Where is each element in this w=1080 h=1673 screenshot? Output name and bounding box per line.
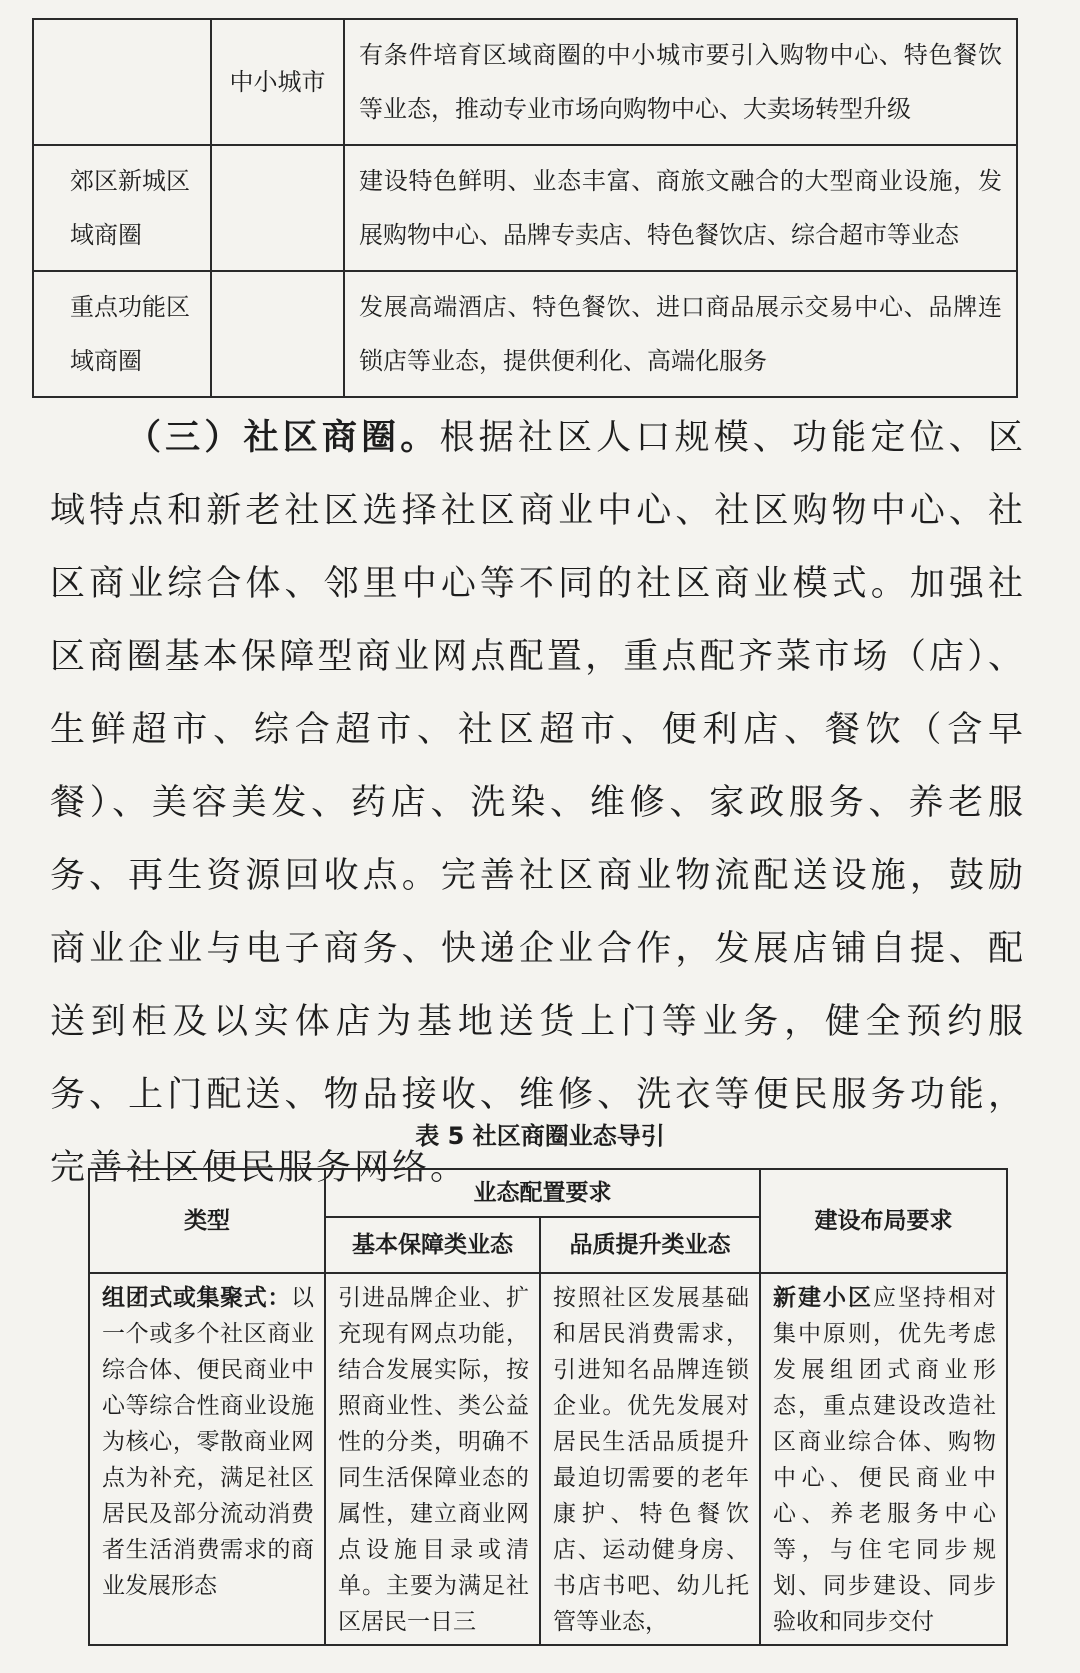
description-cell: 发展高端酒店、特色餐饮、进口商品展示交易中心、品牌连锁店等业态，提供便利化、高端化服务	[344, 271, 1017, 397]
layout-lead: 新建小区	[773, 1284, 873, 1311]
subcategory-cell: 中小城市	[211, 19, 344, 145]
quality-cell: 按照社区发展基础和居民消费需求，引进知名品牌连锁企业。优先发展对居民生活品质提升最迫切需要的老年康护、特色餐饮店、运动健身房、书店书吧、幼儿托管等业态，	[540, 1273, 760, 1645]
community-business-guide-table	[88, 1168, 1008, 1646]
category-cell: 重点功能区域商圈	[33, 271, 211, 397]
type-cell	[89, 1273, 325, 1645]
description-cell: 建设特色鲜明、业态丰富、商旅文融合的大型商业设施，发展购物中心、品牌专卖店、特色餐饮店、综合超市等业态	[344, 145, 1017, 271]
subcategory-cell	[211, 271, 344, 397]
type-text: 以一个或多个社区商业综合体、便民商业中心等综合性商业设施为核心，零散商业网点为补充，满足社区居民及部分流动消费者生活消费需求的商业发展形态	[102, 1285, 314, 1599]
category-cell	[33, 19, 211, 145]
subcategory-cell	[211, 145, 344, 271]
type-lead: 组团式或集聚式：	[102, 1284, 291, 1311]
table-header-row	[89, 1169, 1007, 1217]
table-row	[33, 19, 1017, 145]
commercial-district-table	[32, 18, 1018, 398]
table-caption: 表 5 社区商圈业态导引	[415, 1122, 665, 1150]
description-cell: 有条件培育区域商圈的中小城市要引入购物中心、特色餐饮等业态，推动专业市场向购物中心、大卖场转型升级	[344, 19, 1017, 145]
header-type: 类型	[89, 1169, 325, 1273]
layout-cell	[760, 1273, 1007, 1645]
header-basic: 基本保障类业态	[325, 1217, 540, 1273]
section-heading: （三）社区商圈。	[126, 417, 440, 458]
header-layout: 建设布局要求	[760, 1169, 1007, 1273]
header-requirements-group: 业态配置要求	[325, 1169, 760, 1217]
table-row	[89, 1273, 1007, 1645]
section-body-text: 根据社区人口规模、功能定位、区域特点和新老社区选择社区商业中心、社区购物中心、社区商业综合体、邻里中心等不同的社区商业模式。加强社区商圈基本保障型商业网点配置，重点配齐菜市场（店）、生鲜超市、综合超市、社区超市、便利店、餐饮（含早餐）、美容美发、药店、洗染、维修、家政服务、养老服务、再生资源回收点。完善社区商业物流配送设施，鼓励商业企业与电子商务、快递企业合作，发展店铺自提、配送到柜及以实体店为基地送货上门等业务，健全预约服务、上门配送、物品接收、维修、洗衣等便民服务功能，完善社区便民服务网络。	[50, 418, 1026, 1188]
layout-text: 应坚持相对集中原则，优先考虑发展组团式商业形态，重点建设改造社区商业综合体、购物中心、便民商业中心、养老服务中心等，与住宅同步规划、同步建设、同步验收和同步交付	[773, 1285, 996, 1635]
table-row	[33, 145, 1017, 271]
category-cell: 郊区新城区域商圈	[33, 145, 211, 271]
header-quality: 品质提升类业态	[540, 1217, 760, 1273]
table-row	[33, 271, 1017, 397]
basic-cell: 引进品牌企业、扩充现有网点功能，结合发展实际，按照商业性、类公益性的分类，明确不同生活保障业态的属性，建立商业网点设施目录或清单。主要为满足社区居民一日三	[325, 1273, 540, 1645]
community-district-paragraph	[50, 401, 1026, 1205]
